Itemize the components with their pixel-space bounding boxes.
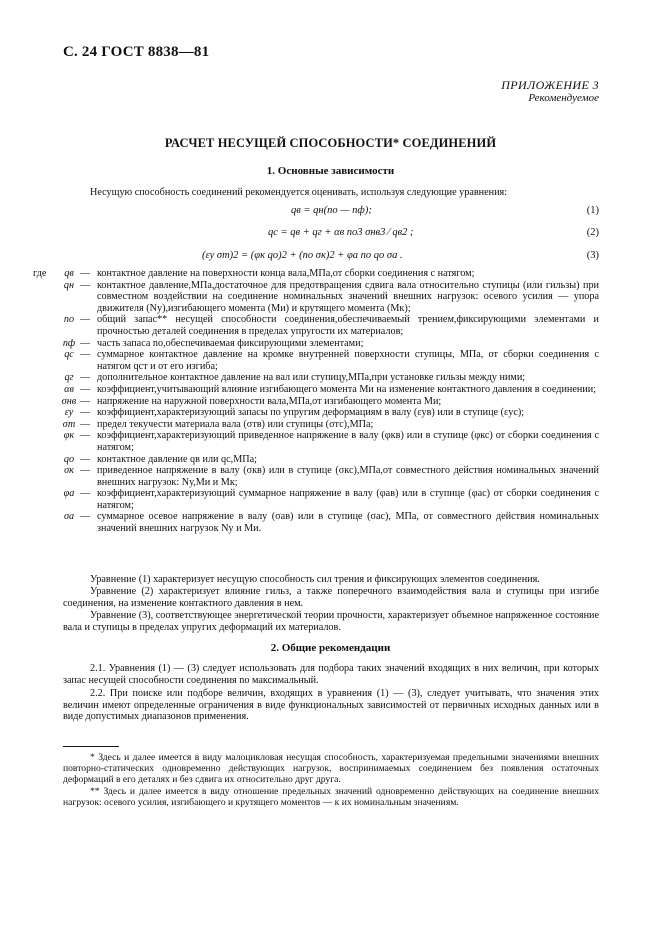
definition-text: предел текучести материала вала (σтв) или ступицы (σтс),МПа; — [97, 418, 374, 430]
document-title: РАСЧЕТ НЕСУЩЕЙ СПОСОБНОСТИ* СОЕДИНЕНИЙ — [164, 136, 497, 150]
definition-dash: — — [80, 465, 91, 477]
definition-dash: — — [80, 349, 91, 361]
definition-row — [33, 280, 599, 315]
definition-text: общий запас** несущей способности соединения,обеспечиваемый трением,фиксирующими элементами и прочностью деталей соединения в пределах упругости их материалов; — [97, 314, 599, 337]
definition-prefix — [33, 465, 58, 488]
definition-dash: — — [80, 453, 91, 465]
paragraph-eq2: Уравнение (2) характеризует влияние гильз, а также поперечного взаимодействия вала и ступицы при изгибе соединения, на изменение контактного давления в нем. — [63, 586, 599, 609]
definition-row — [33, 454, 599, 466]
footnote-1: * Здесь и далее имеется в виду малоцикловая несущая способность, характеризуемая предельными значениями внешних повторно-статических одновременно действующих нагрузок, воспринимаемых соединением без появления остаточных деформаций в его деталях и без сдвига их относительно друг друга. — [63, 752, 599, 785]
definition-text: контактное давление,МПа,достаточное для предотвращения сдвига вала относительно ступицы (или гильзы) при совместном воздействии на соединение номинальных значений внешних нагрузок: осевого усилия — упора движителя (Nу),изгибающего момента (Mи) и крутящего момента (Mк); — [97, 279, 599, 314]
appendix-label-block — [501, 79, 599, 105]
definition-prefix — [33, 314, 58, 337]
section-2-title: 2. Общие рекомендации — [270, 642, 391, 654]
definition-symbol: qо — [63, 453, 75, 465]
paragraph-2-2: 2.2. При поиске или подборе величин, входящих в уравнения (1) — (3), следует учитывать, что значения этих величин имеют определенные ограничения в виде функциональных зависимостей от первичных исходных данных или в виде допустимых диапазонов применения. — [63, 688, 599, 723]
definition-symbol: qс — [64, 349, 74, 361]
definition-text: приведенное напряжение в валу (σкв) или в ступице (σкс),МПа,от совместного действия номинальных значений внешних нагрузок: Nу,Mи и Mк; — [97, 465, 599, 488]
definition-prefix — [33, 511, 58, 534]
definition-row — [33, 372, 599, 384]
paragraph-eq3: Уравнение (3), соответствующее энергетической теории прочности, характеризует объемное напряженное состояние вала и ступицы в пределах упругих деформаций их материалов. — [63, 610, 599, 633]
definition-symbol: qв — [64, 268, 74, 279]
definition-row — [33, 338, 599, 350]
definition-row — [33, 419, 599, 431]
definition-dash: — — [80, 314, 91, 326]
definition-symbol: φа — [63, 488, 75, 500]
definition-row — [33, 314, 599, 337]
equation-3-number: (3) — [586, 250, 599, 261]
definition-prefix — [33, 430, 58, 453]
appendix-status: Рекомендуемое — [528, 92, 599, 104]
definition-symbol: σк — [64, 465, 74, 477]
definition-symbol: σт — [62, 418, 76, 430]
definition-dash: — — [80, 488, 91, 500]
definition-symbol: εу — [64, 407, 74, 419]
definition-prefix — [33, 454, 58, 466]
definition-dash: — — [80, 268, 91, 279]
equation-1-number: (1) — [586, 205, 599, 216]
definition-row — [33, 511, 599, 534]
definition-row — [33, 488, 599, 511]
definition-row — [33, 407, 599, 419]
definition-dash: — — [80, 395, 91, 407]
definition-prefix — [33, 372, 58, 384]
definition-text: коэффициент,характеризующий приведенное напряжение в валу (φкв) или в ступице (φкс) от сборки соединения с натягом; — [97, 430, 599, 453]
definition-dash: — — [80, 418, 91, 430]
definition-symbol: σнв — [61, 395, 77, 407]
appendix-number: ПРИЛОЖЕНИЕ 3 — [501, 78, 599, 92]
paragraph-2-1: 2.1. Уравнения (1) — (3) следует использовать для подбора таких значений входящих в них величин, при которых запас несущей способности соединения nо максимальный. — [63, 663, 599, 686]
definition-text: часть запаса nо,обеспечиваемая фиксирующими элементами; — [97, 337, 364, 349]
definition-dash: — — [80, 372, 91, 384]
equation-2-number: (2) — [586, 227, 599, 238]
definition-text: коэффициент,характеризующий суммарное напряжение в валу (φав) или в ступице (φас) от сборки соединения с натягом; — [97, 488, 599, 511]
definition-symbol: nф — [62, 337, 76, 349]
definition-text: коэффициент,учитывающий влияние изгибающего момента Mи на изменение контактного давления в соединении; — [97, 383, 597, 395]
paragraph-eq1: Уравнение (1) характеризует несущую способность сил трения и фиксирующих элементов соединения. — [90, 574, 540, 585]
definition-text: суммарное осевое напряжение в валу (σав) или в ступице (σас), МПа, от совместного действия номинальных значений внешних нагрузок Nу и Mи. — [97, 511, 599, 535]
definition-symbol: nо — [63, 314, 75, 326]
definition-prefix — [33, 419, 58, 431]
definition-symbol: qн — [63, 279, 75, 291]
definition-symbol: qг — [64, 372, 74, 384]
definitions-list — [33, 268, 599, 535]
definition-text: напряжение на наружной поверхности вала,МПа,от изгибающего момента Mи; — [97, 395, 442, 407]
definition-prefix — [33, 349, 58, 372]
definition-text: коэффициент,характеризующий запасы по упругим деформациям в валу (εув) или в ступице (εус); — [97, 407, 525, 419]
definition-prefix — [33, 338, 58, 350]
definition-prefix — [33, 396, 58, 408]
definition-prefix — [33, 488, 58, 511]
definition-row — [33, 465, 599, 488]
definition-prefix — [33, 407, 58, 419]
definition-row — [33, 349, 599, 372]
section-1-intro: Несущую способность соединений рекомендуется оценивать, используя следующие уравнения: — [90, 187, 508, 198]
definition-row — [33, 430, 599, 453]
footnote-divider — [63, 746, 119, 747]
definition-row — [33, 396, 599, 408]
definition-dash: — — [80, 337, 91, 349]
definition-dash: — — [80, 511, 91, 523]
definition-dash: — — [80, 430, 91, 442]
definition-text: контактное давление qв или qс,МПа; — [97, 453, 257, 465]
definition-symbol: σа — [63, 511, 75, 523]
definition-row — [33, 384, 599, 396]
definition-symbol: φк — [63, 430, 75, 442]
equation-3: (εу σт)2 = (φк qо)2 + (nо σк)2 + φа nо qо σа . — [202, 250, 403, 261]
equation-1: qв = qн(nо — nф); — [291, 205, 372, 216]
definition-prefix: где — [33, 268, 47, 279]
definition-prefix — [33, 384, 58, 396]
definition-dash: — — [80, 279, 91, 291]
definition-dash: — — [80, 407, 91, 419]
page-header: С. 24 ГОСТ 8838—81 — [63, 44, 210, 60]
section-1-title: 1. Основные зависимости — [266, 165, 395, 177]
footnote-2: ** Здесь и далее имеется в виду отношение предельных значений одновременно действующих на соединение внешних нагрузок: осевого усилия, изгибающего и крутящего моментов — к их номинальным значениям. — [63, 786, 599, 808]
definition-text: суммарное контактное давление на кромке внутренней поверхности ступицы, МПа, от сборки соединения с натягом qст и от его изгиба; — [97, 349, 599, 372]
equation-2: qс = qв + qг + αв nо3 σнв3 ⁄ qв2 ; — [268, 227, 414, 238]
definition-prefix — [33, 280, 58, 315]
definition-dash: — — [80, 383, 91, 395]
definition-text: дополнительное контактное давление на вал или ступицу,МПа,при установке гильзы между ними; — [97, 372, 526, 384]
definition-symbol: αв — [64, 383, 74, 395]
definition-row — [33, 268, 599, 280]
definition-text: контактное давление на поверхности конца вала,МПа,от сборки соединения с натягом; — [97, 268, 475, 279]
